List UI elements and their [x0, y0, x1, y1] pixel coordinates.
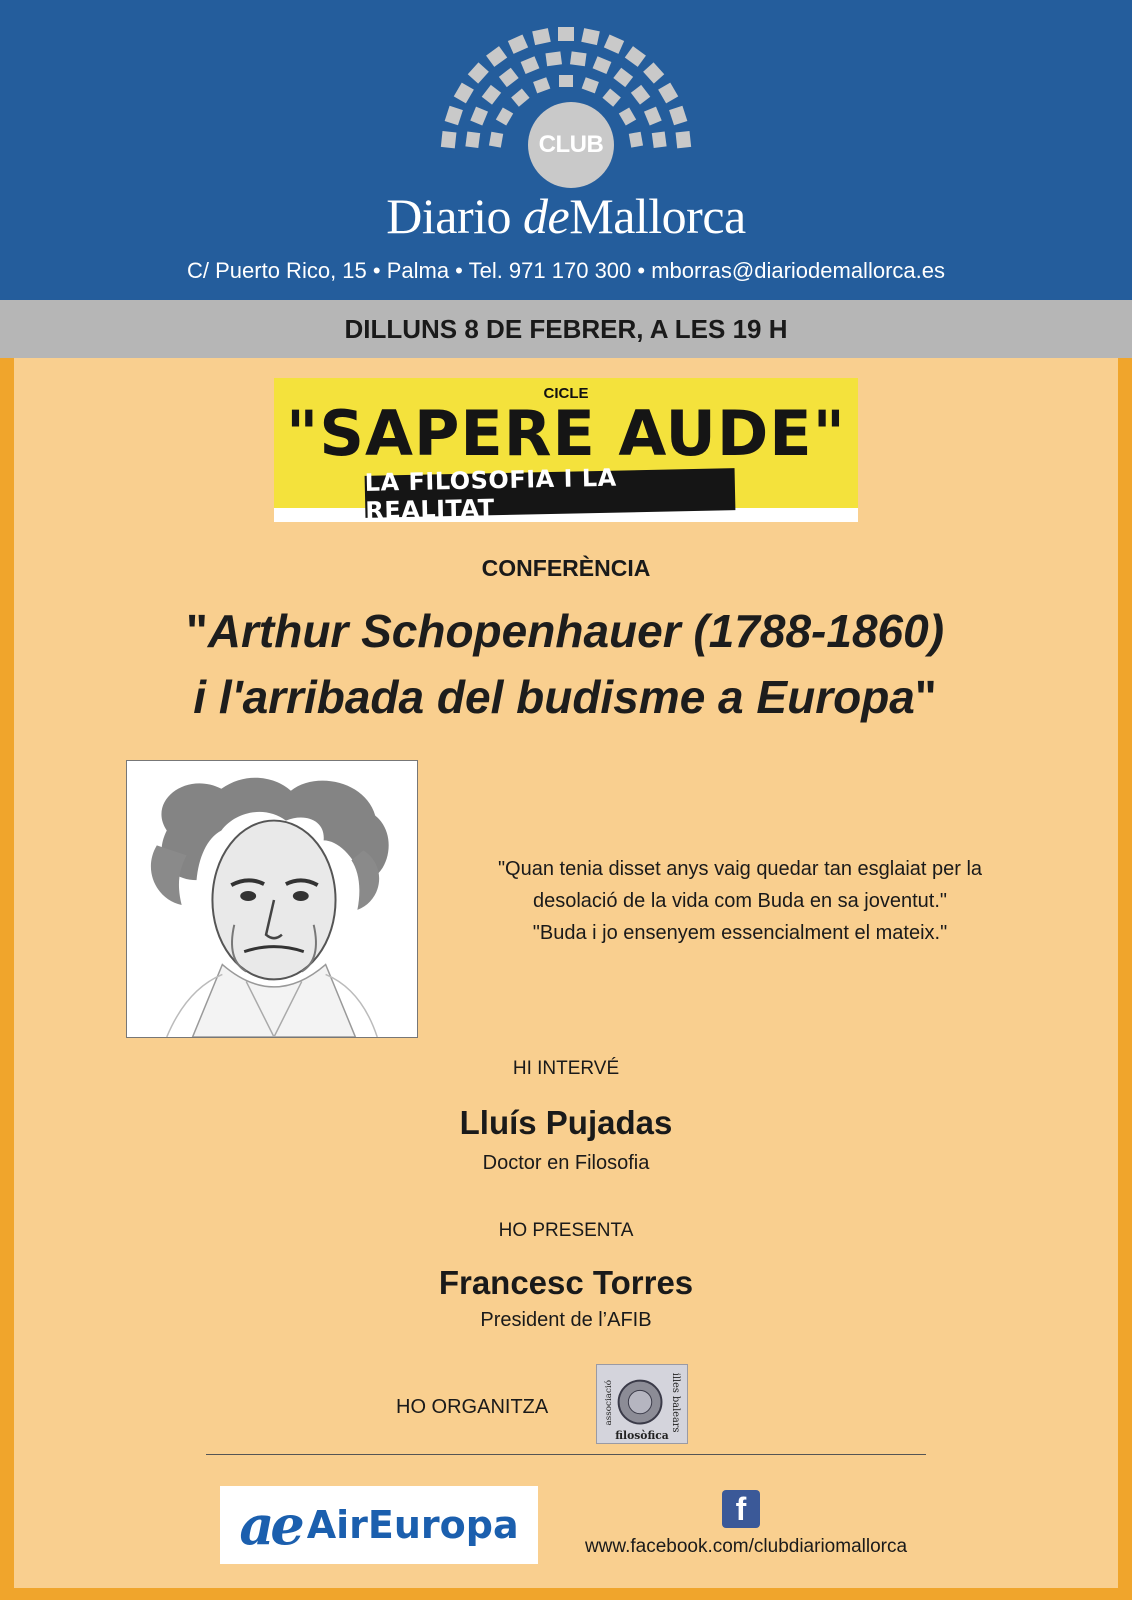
- facebook-url[interactable]: www.facebook.com/clubdiariomallorca: [584, 1536, 908, 1557]
- logo-arc-block: [470, 107, 488, 126]
- logo-text-top: illes balears: [670, 1372, 682, 1433]
- logo-arc-block: [676, 131, 692, 148]
- afib-logo: [596, 1364, 688, 1444]
- conference-label: CONFERÈNCIA: [481, 555, 651, 581]
- aireuropa-wordmark: AirEuropa: [306, 1503, 519, 1547]
- quote-line-1: "Quan tenia disset anys vaig quedar tan esglaiat per la: [497, 858, 983, 880]
- logo-arc-block: [658, 83, 678, 104]
- quote-block: [440, 853, 1040, 949]
- logo-arc-block: [441, 131, 457, 148]
- title-open-quote: ": [185, 605, 208, 657]
- brand-name: [0, 186, 1132, 246]
- logo-arc-block: [643, 62, 664, 83]
- quote-line-2: desolació de la vida com Buda en sa joventut.": [532, 890, 948, 912]
- logo-arc-block: [465, 131, 480, 148]
- talk-title: [100, 598, 1030, 730]
- portrait-image: [126, 760, 418, 1038]
- logo-arc-block: [613, 68, 633, 87]
- logo-arc-block: [521, 56, 540, 74]
- logo-arc-block: [499, 68, 519, 87]
- logo-arc-block: [532, 28, 551, 45]
- cycle-subtitle: LA FILOSOFIA I LA REALITAT: [364, 463, 617, 525]
- logo-arc-block: [631, 85, 650, 105]
- aireuropa-logo: [220, 1486, 538, 1564]
- contact-line: C/ Puerto Rico, 15 • Palma • Tel. 971 170 300 • mborras@diariodemallorca.es: [187, 258, 945, 283]
- title-line-1: Arthur Schopenhauer (1788-1860): [207, 605, 945, 657]
- logo-arc-block: [644, 107, 662, 126]
- logo-arc-block: [445, 106, 463, 126]
- aireuropa-mark-icon: ae: [239, 1493, 301, 1557]
- quote-line-3: "Buda i jo ensenyem essencialment el mateix.": [532, 922, 948, 944]
- logo-arc-block: [629, 132, 643, 148]
- logo-text-side: associació: [603, 1380, 614, 1426]
- logo-arc-block: [581, 28, 600, 45]
- footer-divider: [206, 1454, 926, 1455]
- logo-arc-block: [602, 89, 620, 107]
- logo-arc-block: [619, 107, 636, 125]
- date-band: DILLUNS 8 DE FEBRER, A LES 19 H: [0, 300, 1132, 358]
- logo-arc-block: [496, 107, 513, 125]
- logo-arc-block: [545, 51, 562, 66]
- logo-arc-block: [593, 56, 612, 74]
- logo-arc-block: [468, 62, 489, 83]
- logo-arc-block: [652, 131, 667, 148]
- logo-arc-block: [508, 35, 528, 54]
- brand-part-de: de: [523, 188, 570, 244]
- logo-arc-block: [486, 46, 507, 67]
- title-line-2: i l'arribada del budisme a Europa: [193, 671, 915, 723]
- logo-arc-block: [559, 75, 573, 87]
- logo-arc-block: [533, 77, 550, 93]
- brand-part-mallorca: Mallorca: [569, 188, 746, 244]
- logo-arc-block: [489, 132, 503, 148]
- presenter-title: President de l’AFIB: [480, 1309, 652, 1331]
- facebook-icon[interactable]: f: [722, 1490, 760, 1528]
- speaker-name: Lluís Pujadas: [459, 1104, 673, 1141]
- speaker-title: Doctor en Filosofia: [482, 1152, 650, 1174]
- logo-arc-block: [558, 27, 574, 41]
- logo-arc-block: [604, 35, 624, 54]
- logo-arc-block: [454, 83, 474, 104]
- title-close-quote: ": [914, 671, 937, 723]
- logo-arc-block: [511, 89, 529, 107]
- presenter-name: Francesc Torres: [438, 1264, 694, 1301]
- speaker-label: HI INTERVÉ: [512, 1058, 620, 1079]
- logo-arc-block: [625, 46, 646, 67]
- cycle-label: CICLE: [543, 385, 589, 402]
- logo-arc-block: [669, 106, 687, 126]
- presenter-label: HO PRESENTA: [498, 1220, 634, 1241]
- cycle-subtitle-box: [364, 463, 736, 525]
- organizer-label: HO ORGANITZA: [396, 1396, 549, 1418]
- logo-arc-block: [570, 51, 587, 66]
- logo-text-bottom: filosòfica: [615, 1429, 669, 1443]
- brand-part-diario: Diario: [386, 188, 524, 244]
- club-logo-circle: CLUB: [528, 102, 614, 188]
- logo-arc-block: [582, 77, 599, 93]
- logo-arc-block: [482, 85, 501, 105]
- cycle-title: "SAPERE AUDE": [286, 397, 846, 470]
